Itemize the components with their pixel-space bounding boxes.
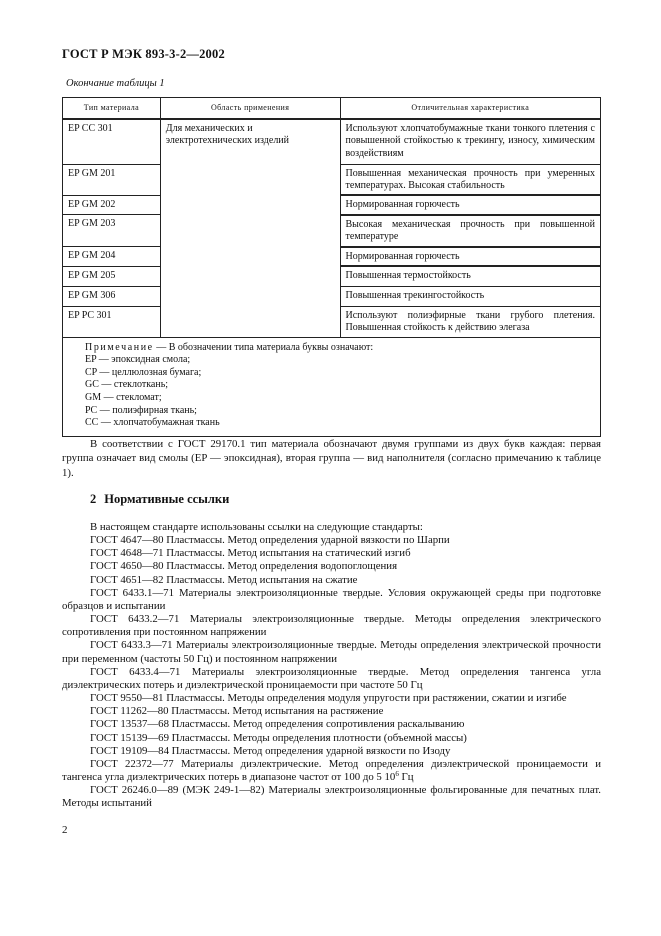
characteristic-cell: Нормированная горючесть [340,195,600,214]
note-line: GC — стеклоткань; [85,379,169,391]
reference-item: ГОСТ 15139—69 Пластмассы. Методы определения плотности (объемной массы) [90,731,467,744]
note-label: Примечание [85,341,154,353]
reference-unit: Гц [398,770,414,783]
page-number: 2 [62,824,68,836]
material-type-cell: EP GM 202 [63,195,161,214]
reference-item: ГОСТ 9550—81 Пластмассы. Методы определения модуля упругости при растяжении, сжатии и изгибе [90,692,567,705]
reference-text: ГОСТ 22372—77 Материалы диэлектрические. Метод определения диэлектрической проницаемости и тангенса угла диэлектрических потерь в диапазоне частот от 100 до 5 10 [62,757,601,783]
table-note-row [63,337,601,436]
header-material-type: Тип материала [63,98,161,120]
note-line: CC — хлопчатобумажная ткань [85,417,220,429]
characteristic-cell: Повышенная механическая прочность при умеренных температурах. Высокая стабильность [340,164,600,195]
materials-table [62,97,601,437]
characteristic-cell: Используют хлопчатобумажные ткани тонкого плетения с повышенной стойкостью к трекингу, износу, химическим воздействиям [340,119,600,164]
table-row [63,119,601,164]
note-intro: — В обозначении типа материала буквы означают: [156,341,374,353]
reference-item: ГОСТ 4647—80 Пластмассы. Метод определения ударной вязкости по Шарпи [90,534,450,547]
characteristic-cell: Повышенная термостойкость [340,266,600,286]
material-type-cell: EP GM 201 [63,164,161,195]
references-intro: В настоящем стандарте использованы ссылки на следующие стандарты: [90,521,423,533]
characteristic-cell: Повышенная трекингостойкость [340,286,600,306]
material-type-cell: EP PC 301 [63,306,161,337]
note-line: CP — целлюлозная бумага; [85,366,202,378]
reference-item: ГОСТ 6433.3—71 Материалы электроизоляционные твердые. Методы определения электрической прочности при переменном (частоты 50 Гц) и постоянном напряжении [62,639,601,665]
material-type-cell: EP GM 204 [63,247,161,266]
header-characteristic: Отличительная характеристика [340,98,600,120]
application-area-cell: Для механических и электротехнических изделий [160,119,340,337]
note-heading [85,342,590,355]
material-type-cell: EP CC 301 [63,119,161,164]
reference-item: ГОСТ 6433.2—71 Материалы электроизоляционные твердые. Методы определения электрического сопротивления при постоянном напряжении [62,613,601,639]
characteristic-cell: Высокая механическая прочность при повышенной температуре [340,215,600,247]
reference-item: ГОСТ 4651—82 Пластмассы. Метод испытания на сжатие [90,573,358,586]
reference-item: ГОСТ 13537—68 Пластмассы. Метод определения сопротивления раскалыванию [90,718,465,731]
section-number: 2 [90,492,97,506]
reference-item: ГОСТ 6433.4—71 Материалы электроизоляционные твердые. Метод определения тангенса угла диэлектрических потерь и диэлектрической проницаемости при частоте 50 Гц [62,665,601,691]
note-line: EP — эпоксидная смола; [85,354,191,366]
reference-item: ГОСТ 26246.0—89 (МЭК 249-1—82) Материалы электроизоляционные фольгированные для печатных плат. Методы испытаний [62,784,601,810]
table-note [63,337,601,436]
body-paragraph [62,437,601,480]
reference-exponent: 6 [395,769,399,778]
document-header: ГОСТ Р МЭК 893-3-2—2002 [62,47,225,61]
reference-item: ГОСТ 11262—80 Пластмассы. Метод испытания на растяжение [90,705,384,718]
table-caption: Окончание таблицы 1 [66,78,165,89]
reference-item: ГОСТ 4650—80 Пластмассы. Метод определения водопоглощения [90,560,398,573]
material-type-cell: EP GM 205 [63,266,161,286]
table-header-row [63,98,601,120]
material-type-cell: EP GM 306 [63,286,161,306]
reference-item [62,758,601,784]
references-list [62,521,601,810]
designation-paragraph: В соответствии с ГОСТ 29170.1 тип материала обозначают двумя группами из двух букв каждая: первая группа означает вид смолы (EP — эпоксидная), вторая группа — вид наполнителя (согласно примечанию к таблице 1). [62,438,601,479]
characteristic-cell: Нормированная горючесть [340,247,600,266]
reference-item: ГОСТ 19109—84 Пластмассы. Метод определения ударной вязкости по Изоду [90,744,451,757]
note-line: PC — полиэфирная ткань; [85,404,197,416]
material-type-cell: EP GM 203 [63,215,161,247]
reference-item: ГОСТ 6433.1—71 Материалы электроизоляционные твердые. Условия окружающей среды при подготовке образцов и испытании [62,586,601,612]
section-heading [90,492,229,507]
characteristic-cell: Используют полиэфирные ткани грубого плетения. Повышенная стойкость к действию элегаза [340,306,600,337]
header-application-area: Область применения [160,98,340,120]
section-title: Нормативные ссылки [104,492,230,506]
note-line: GM — стекломат; [85,392,162,403]
reference-item: ГОСТ 4648—71 Пластмассы. Метод испытания на статический изгиб [90,547,411,560]
